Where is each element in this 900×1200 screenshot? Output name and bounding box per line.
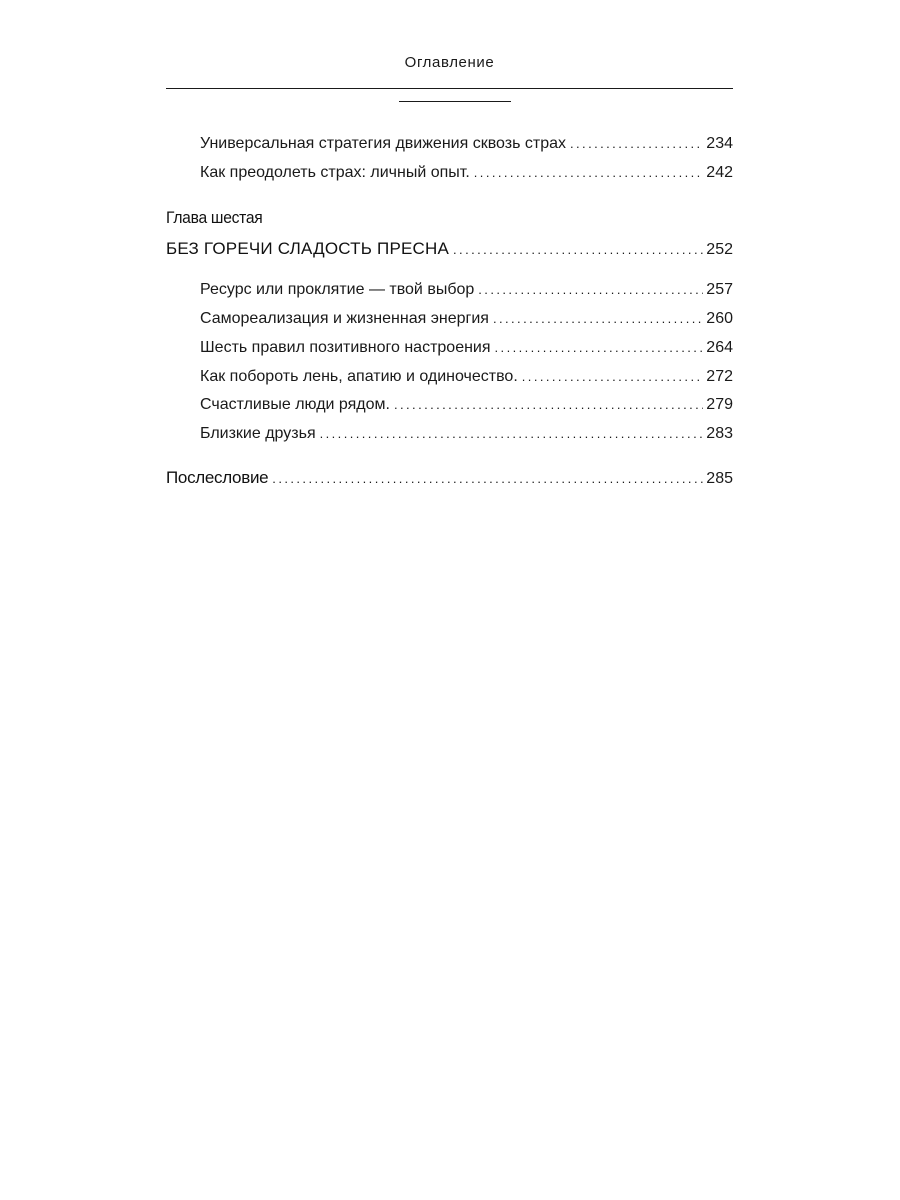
toc-entry (200, 281, 733, 299)
toc-entry-page: 272 (706, 368, 733, 385)
dot-leader (493, 311, 703, 326)
toc-entry-page: 260 (706, 310, 733, 327)
afterword-title: Послесловие (166, 468, 269, 487)
chapter-label: Глава шестая (166, 208, 263, 227)
ornament-rule (399, 101, 511, 102)
dot-leader (478, 282, 703, 297)
toc-entry-page: 242 (706, 164, 733, 181)
toc-entry (200, 368, 733, 386)
dot-leader (495, 340, 704, 355)
toc-entry-page: 234 (706, 135, 733, 152)
dot-leader (394, 397, 703, 412)
toc-entry (200, 310, 733, 328)
dot-leader (272, 471, 703, 486)
toc-entry-page: 264 (706, 339, 733, 356)
afterword-page: 285 (706, 470, 733, 487)
dot-leader (522, 369, 704, 384)
toc-entry-page: 257 (706, 281, 733, 298)
afterword-entry (166, 468, 733, 488)
toc-entry (200, 135, 733, 153)
chapter-page: 252 (706, 241, 733, 258)
toc-entry-title: Близкие друзья (200, 425, 316, 442)
toc-entry-title: Счастливые люди рядом. (200, 396, 390, 413)
chapter-entry (166, 239, 733, 259)
toc-entry-page: 279 (706, 396, 733, 413)
dot-leader (474, 165, 704, 180)
toc-entry-title: Универсальная стратегия движения сквозь страх (200, 135, 566, 152)
toc-entry (200, 339, 733, 357)
dot-leader (320, 426, 704, 441)
toc-entry-title: Как побороть лень, апатию и одиночество. (200, 368, 518, 385)
toc-entry-title: Шесть правил позитивного настроения (200, 339, 491, 356)
dot-leader (453, 242, 703, 257)
toc-entry-title: Ресурс или проклятие — твой выбор (200, 281, 475, 298)
chapter-title: БЕЗ ГОРЕЧИ СЛАДОСТЬ ПРЕСНА (166, 239, 450, 258)
dot-leader (570, 136, 703, 151)
toc-entry (200, 164, 733, 182)
toc-entry (200, 396, 733, 414)
toc-entry-title: Как преодолеть страх: личный опыт. (200, 164, 470, 181)
toc-entry-page: 283 (706, 425, 733, 442)
running-head: Оглавление (404, 54, 495, 71)
toc-entry-title: Самореализация и жизненная энергия (200, 310, 489, 327)
toc-entry (200, 425, 733, 443)
header-rule (166, 88, 733, 89)
